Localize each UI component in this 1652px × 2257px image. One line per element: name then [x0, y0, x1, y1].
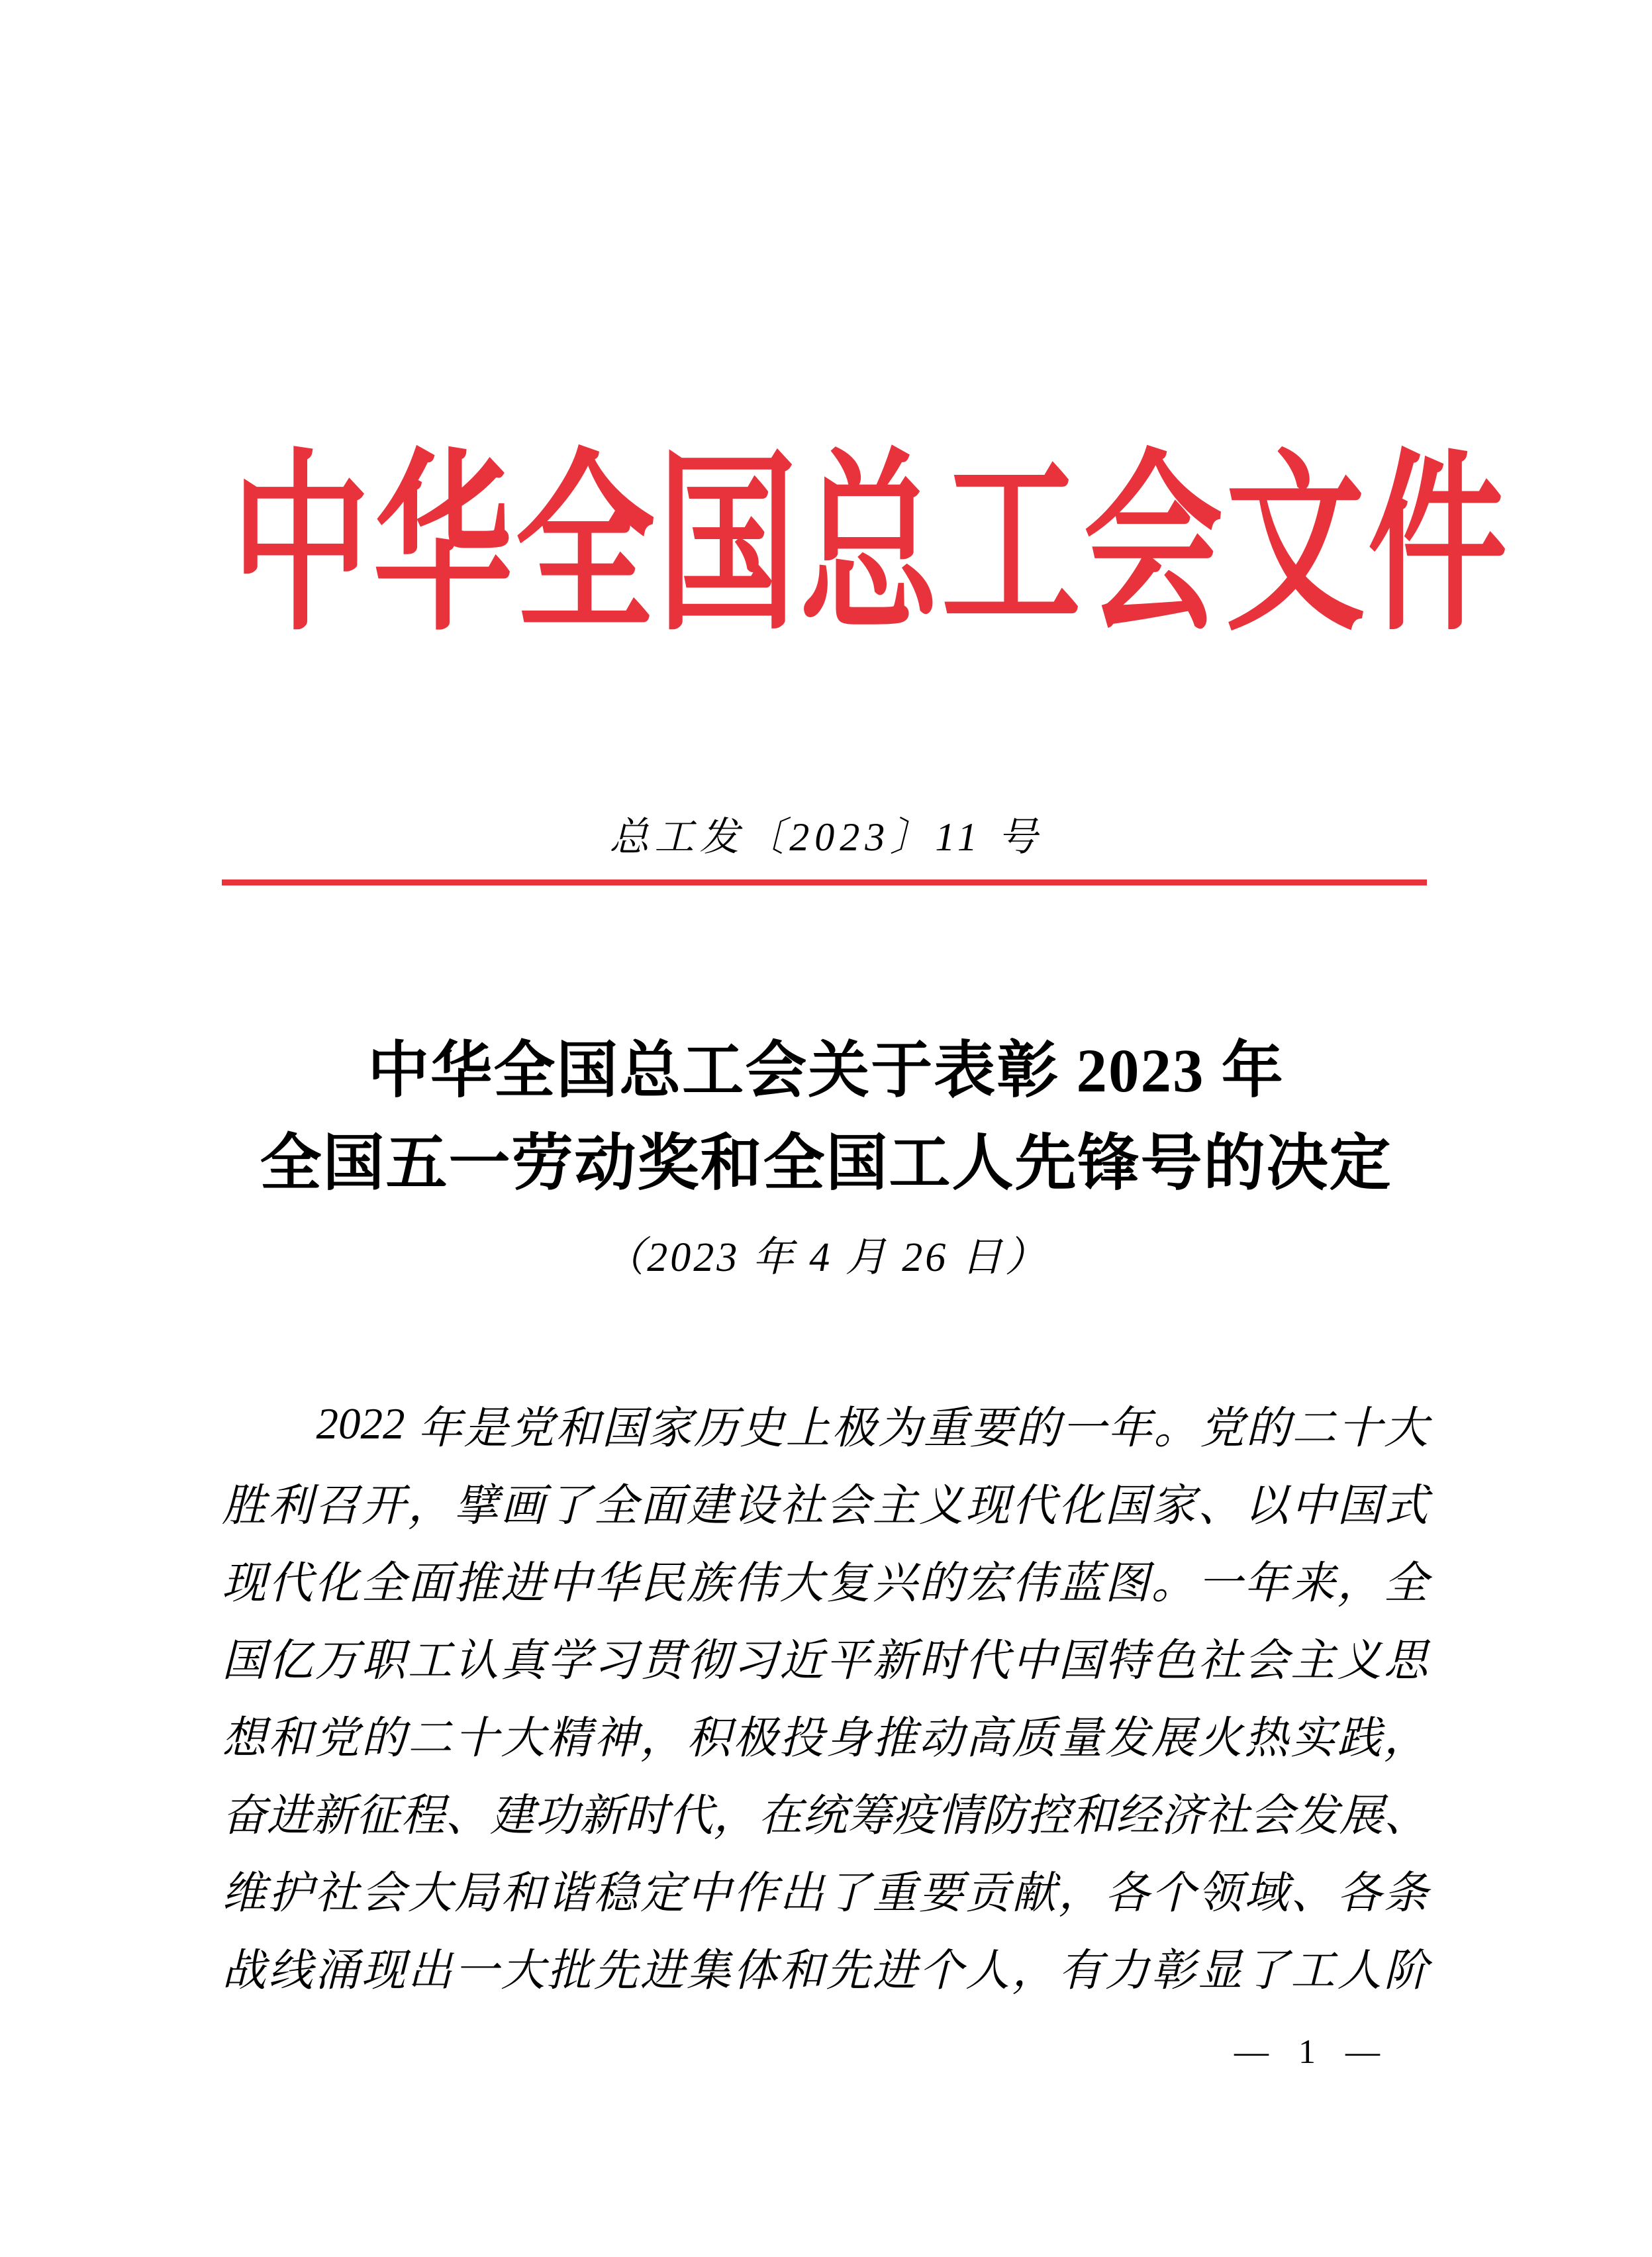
document-number: 总工发〔2023〕11 号: [609, 815, 1043, 859]
document-date: （2023 年 4 月 26 日）: [603, 1235, 1049, 1280]
body-line: 现 代 化 全 面 推 进 中 华 民 族 伟 大 复 兴 的 宏 伟 蓝 图 。 一 年 来 ， 全: [222, 1558, 1428, 1608]
red-divider-line: [222, 879, 1427, 885]
page-number: — 1 —: [1234, 2033, 1390, 2071]
masthead-title: 中华全国总工会文件: [231, 440, 1510, 654]
document-body: [222, 1385, 1428, 2005]
body-line: 战 线 涌 现 出 一 大 批 先 进 集 体 和 先 进 个 人 ， 有 力 彰 显 了 工 人 阶: [222, 1946, 1428, 1995]
body-line: 奋 进 新 征 程 、 建 功 新 时 代 ， 在 统 筹 疫 情 防 控 和 经 济 社 会 发 展 、: [222, 1791, 1428, 1840]
body-line: 胜 利 召 开 ， 擘 画 了 全 面 建 设 社 会 主 义 现 代 化 国 家 、 以 中 国 式: [222, 1481, 1428, 1530]
body-line: 维 护 社 会 大 局 和 谐 稳 定 中 作 出 了 重 要 贡 献 ， 各 个 领 域 、 各 条: [222, 1868, 1428, 1918]
body-line: 国 亿 万 职 工 认 真 学 习 贯 彻 习 近 平 新 时 代 中 国 特 色 社 会 主 义 思: [222, 1636, 1428, 1685]
document-title: [0, 1025, 1652, 1211]
document-title-line2: 全国五一劳动奖和全国工人先锋号的决定: [260, 1130, 1392, 1198]
body-line: 2022 年 是 党 和 国 家 历 史 上 极 为 重 要 的 一 年 。 党 的 二 十 大: [316, 1399, 1428, 1453]
body-line: 想 和 党 的 二 十 大 精 神 ， 积 极 投 身 推 动 高 质 量 发 展 火 热 实 践 ，: [222, 1713, 1428, 1763]
document-title-line1: 中华全国总工会关于表彰 2023 年: [367, 1037, 1285, 1105]
